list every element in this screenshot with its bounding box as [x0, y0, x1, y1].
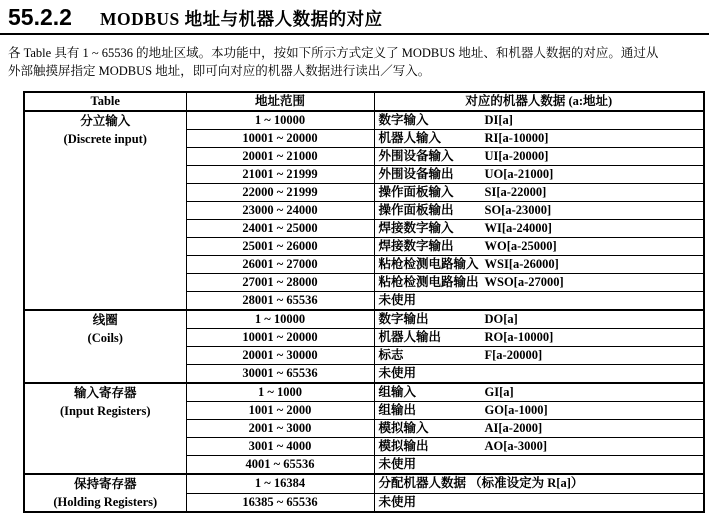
section-number: 55.2.2: [8, 4, 72, 30]
table-name-cell: [24, 474, 186, 512]
table-name-cn: 分立输入: [80, 114, 131, 128]
robot-data-desc: 粘枪检测电路输入: [378, 257, 479, 271]
robot-data-cell: [374, 329, 704, 347]
robot-data-code: WSO[a-27000]: [484, 275, 564, 289]
address-range-cell: 20001 ~ 21000: [186, 148, 374, 166]
address-range-cell: 10001 ~ 20000: [186, 329, 374, 347]
robot-data-cell: [374, 148, 704, 166]
robot-data-desc: 焊接数字输出: [378, 239, 454, 253]
address-range-cell: 25001 ~ 26000: [186, 238, 374, 256]
address-range-cell: 20001 ~ 30000: [186, 347, 374, 365]
robot-data-code: DO[a]: [484, 312, 518, 326]
address-range-cell: 16385 ~ 65536: [186, 493, 374, 512]
robot-data-desc: 模拟输入: [378, 421, 429, 435]
robot-data-code: AI[a-2000]: [484, 421, 543, 435]
robot-data-desc: 焊接数字输入: [378, 221, 454, 235]
robot-data-desc: 操作面板输入: [378, 185, 454, 199]
table-name-en: (Discrete input): [63, 132, 147, 146]
address-range-cell: 1 ~ 1000: [186, 383, 374, 402]
address-range-cell: 10001 ~ 20000: [186, 130, 374, 148]
table-row: [24, 383, 704, 402]
robot-data-cell: [374, 420, 704, 438]
robot-data-cell: [374, 238, 704, 256]
address-range-cell: 1001 ~ 2000: [186, 402, 374, 420]
table-name-cn: 输入寄存器: [73, 386, 137, 400]
robot-data-desc: 分配机器人数据 （标准设定为 R[a]）: [378, 476, 584, 491]
address-range-cell: 24001 ~ 25000: [186, 220, 374, 238]
table-header-row: [24, 92, 704, 111]
robot-data-cell: [374, 456, 704, 475]
table-row: [24, 310, 704, 329]
address-range-cell: 1 ~ 10000: [186, 111, 374, 130]
robot-data-code: AO[a-3000]: [484, 439, 547, 453]
section-heading: [0, 0, 709, 35]
robot-data-code: GI[a]: [484, 385, 514, 399]
robot-data-code: RO[a-10000]: [484, 330, 554, 344]
address-range-cell: 23000 ~ 24000: [186, 202, 374, 220]
robot-data-desc: 数字输入: [378, 113, 429, 127]
robot-data-cell: [374, 111, 704, 130]
robot-data-desc: 标志: [378, 348, 404, 362]
address-range-cell: 2001 ~ 3000: [186, 420, 374, 438]
robot-data-cell: [374, 256, 704, 274]
robot-data-desc: 未使用: [378, 366, 417, 380]
robot-data-desc: 机器人输入: [378, 131, 442, 145]
intro-line: 各 Table 具有 1 ~ 65536 的地址区域。本功能中，按如下所示方式定义了 MODBUS 地址、和机器人数据的对应。通过从: [8, 46, 659, 60]
robot-data-cell: [374, 493, 704, 512]
robot-data-code: UO[a-21000]: [484, 167, 554, 181]
robot-data-cell: [374, 438, 704, 456]
table-name-en: (Input Registers): [59, 404, 151, 418]
robot-data-cell: [374, 274, 704, 292]
robot-data-code: DI[a]: [484, 113, 513, 127]
table-name-cell: [24, 111, 186, 310]
robot-data-cell: [374, 166, 704, 184]
address-range-cell: 27001 ~ 28000: [186, 274, 374, 292]
robot-data-desc: 组输出: [378, 403, 417, 417]
col-header-address-range: 地址范围: [186, 92, 374, 111]
address-range-cell: 28001 ~ 65536: [186, 292, 374, 311]
col-header-table: Table: [24, 92, 186, 111]
address-range-cell: 30001 ~ 65536: [186, 365, 374, 384]
robot-data-desc: 模拟输出: [378, 439, 429, 453]
robot-data-cell: [374, 383, 704, 402]
robot-data-cell: [374, 365, 704, 384]
table-row: [24, 474, 704, 493]
robot-data-desc: 未使用: [378, 293, 417, 307]
robot-data-code: GO[a-1000]: [484, 403, 548, 417]
address-range-cell: 1 ~ 10000: [186, 310, 374, 329]
robot-data-code: SO[a-23000]: [484, 203, 552, 217]
robot-data-code: F[a-20000]: [484, 348, 543, 362]
robot-data-desc: 未使用: [378, 494, 417, 509]
robot-data-cell: [374, 202, 704, 220]
modbus-table-body: [24, 111, 704, 512]
robot-data-code: WO[a-25000]: [484, 239, 557, 253]
robot-data-cell: [374, 130, 704, 148]
address-range-cell: 26001 ~ 27000: [186, 256, 374, 274]
intro-paragraph: [8, 44, 705, 80]
robot-data-desc: 外围设备输入: [378, 149, 454, 163]
table-name-cell: [24, 310, 186, 383]
robot-data-cell: [374, 220, 704, 238]
modbus-address-table: [23, 91, 705, 513]
address-range-cell: 21001 ~ 21999: [186, 166, 374, 184]
table-name-cn: 保持寄存器: [73, 477, 137, 491]
page-title: MODBUS 地址与机器人数据的对应: [99, 9, 383, 29]
address-range-cell: 4001 ~ 65536: [186, 456, 374, 475]
robot-data-cell: [374, 292, 704, 311]
robot-data-desc: 粘枪检测电路输出: [378, 275, 479, 289]
robot-data-cell: [374, 310, 704, 329]
intro-line: 外部触摸屏指定 MODBUS 地址，即可向对应的机器人数据进行读出／写入。: [8, 64, 431, 78]
table-row: [24, 111, 704, 130]
table-name-en: (Coils): [87, 331, 123, 345]
table-name-cn: 线圈: [92, 313, 118, 327]
robot-data-code: UI[a-20000]: [484, 149, 549, 163]
table-name-en: (Holding Registers): [53, 495, 158, 509]
address-range-cell: 22000 ~ 21999: [186, 184, 374, 202]
table-name-cell: [24, 383, 186, 474]
robot-data-cell: [374, 474, 704, 493]
col-header-robot-data: 对应的机器人数据 (a:地址): [374, 92, 704, 111]
robot-data-desc: 数字输出: [378, 312, 429, 326]
robot-data-desc: 未使用: [378, 457, 417, 471]
robot-data-code: WSI[a-26000]: [484, 257, 559, 271]
robot-data-desc: 操作面板输出: [378, 203, 454, 217]
robot-data-code: RI[a-10000]: [484, 131, 549, 145]
robot-data-desc: 机器人输出: [378, 330, 442, 344]
robot-data-cell: [374, 184, 704, 202]
robot-data-code: SI[a-22000]: [484, 185, 547, 199]
robot-data-cell: [374, 402, 704, 420]
robot-data-desc: 外围设备输出: [378, 167, 454, 181]
address-range-cell: 1 ~ 16384: [186, 474, 374, 493]
robot-data-cell: [374, 347, 704, 365]
robot-data-code: WI[a-24000]: [484, 221, 552, 235]
address-range-cell: 3001 ~ 4000: [186, 438, 374, 456]
robot-data-desc: 组输入: [378, 385, 417, 399]
